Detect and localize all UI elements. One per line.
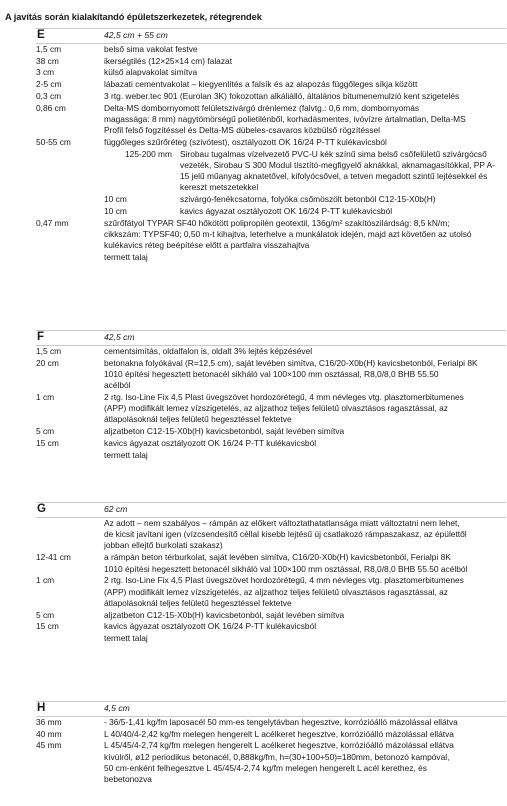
layer-row <box>0 67 507 78</box>
layer-thickness: 40 mm <box>36 728 62 739</box>
description-line: 15 jelű műanyag aknatetővel, kifolyócsővel, a tetven megadott szintű lejtésekkel és <box>180 170 488 181</box>
description-line: ikerségtilés (12×25×14 cm) falazat <box>104 55 233 66</box>
description-line: acélból <box>104 380 131 391</box>
section-total-thickness: 42,5 cm + 55 cm <box>104 30 168 40</box>
description-line: aljzatbeton C12-15-X0b(H) kavicsbetonból, saját levében simítva <box>104 426 345 437</box>
description-line: magassága: 8 mm) nagytömörségű polietilénből, korhadásmentes, ivóvízre ártalmatlan, Delta-MS <box>104 113 466 124</box>
layer-description <box>104 717 458 728</box>
description-line: betonakna folyókával (R=12,5 cm), saját levében simítva, C16/20-X0b(H) kavicsbetonból, Ferialpi 8K <box>104 357 478 368</box>
layer-row <box>0 518 507 552</box>
description-line: termett talaj <box>104 251 148 262</box>
layer-thickness: 3 cm <box>36 67 55 78</box>
layer-description <box>104 633 148 644</box>
layer-thickness: 0,3 cm <box>36 90 62 101</box>
layer-thickness: 1 cm <box>36 392 55 402</box>
layer-row <box>0 438 507 449</box>
section-letter: F <box>37 331 45 343</box>
layer-description <box>104 79 417 90</box>
description-line: (APP) modifikált lemez vízszigetelés, az aljzathoz teljes felületű olvasztásos ragasztással, az <box>104 403 448 414</box>
layer-row <box>0 79 507 90</box>
layer-row <box>0 450 507 461</box>
section-header <box>0 330 507 345</box>
layer-description <box>104 67 197 78</box>
description-line: kulékavics réteg beépítése előtt a partfalra visszahajtva <box>104 239 310 250</box>
description-line: átlapolásoknál teljes felületű hegesztéssel fektetve <box>104 414 292 425</box>
description-line: 50 cm-enként felhegesztve L 45/45/4-2,74 kg/fm melegen hengerelt L acél kerethez, és <box>104 762 427 773</box>
description-line: Profil felső fogzítéssel és Delta-MS dübeles-csavaros közbülső rögzítéssel <box>104 124 381 135</box>
layer-thickness: 36 mm <box>36 717 62 727</box>
layer-description <box>104 729 454 740</box>
description-line: kívülről, ø12 periodikus betonacél, 0,888kg/fm, h=(30+100+50)=180mm, betonozó kampóval, <box>104 751 450 762</box>
layer-description <box>104 426 344 437</box>
description-line: függőleges szűrőréteg (szivótest), osztályozott OK 16/24 P-TT kulékavicsból <box>104 136 387 147</box>
layer-row <box>0 552 507 575</box>
layer-row <box>0 621 507 632</box>
description-line: szűrőfátyol TYPAR SF40 hőkötött polipropilén geotextil, 136g/m² szakítószilárdság: 8,5 kN/m; <box>104 217 450 228</box>
description-line: Sirobau tugalmas vízelvezető PVC-U kék színű sima belső csőfelületű szivárgócső <box>180 148 487 159</box>
section-letter: H <box>37 702 46 714</box>
layer-row <box>0 91 507 102</box>
layer-row <box>0 575 507 609</box>
description-line: cikkszám: TYPSF40; 0,50 m-t kihajtva, leterhelve a munkálatok idején, majd azt követően az utolsó <box>104 228 472 239</box>
layer-thickness: 50-55 cm <box>36 136 71 147</box>
section-letter: G <box>37 503 46 515</box>
layer-description <box>104 610 344 621</box>
layer-description <box>104 44 198 55</box>
layer-description <box>104 358 478 392</box>
layer-row <box>0 717 507 728</box>
description-line: szivárgó-fenékcsatorna, folyóka csőmöszölt betonból C12-15-X0b(H) <box>180 194 436 205</box>
description-line: kavics ágyazat osztályozott OK 16/24 P-TT kulékavicsból <box>180 205 393 216</box>
layer-row <box>0 206 507 217</box>
description-line: L 45/45/4-2,74 kg/fm melegen hengerelt L acélkeret hegesztve, korrózióálló mázolással ellátva <box>104 740 454 751</box>
section-letter: E <box>37 29 45 41</box>
description-line: belső sima vakolat festve <box>104 44 198 54</box>
section-h <box>0 701 507 784</box>
description-line: L 40/40/4-2,42 kg/fm melegen hengerelt L acélkeret hegesztve, korrózióálló mázolással ellátva <box>104 728 454 739</box>
layer-description <box>180 149 495 194</box>
layer-row <box>0 252 507 263</box>
description-line: - 36/5-1,41 kg/fm laposacél 50 mm-es tengelytávban hegesztve, korrózióálló mázolással ellátva <box>104 717 458 727</box>
layer-thickness: 5 cm <box>36 426 55 437</box>
layer-thickness: 2-5 cm <box>36 79 62 90</box>
layer-row <box>0 346 507 357</box>
layer-row <box>0 740 507 785</box>
description-line: külső alapvakolat simítva <box>104 67 198 78</box>
document-title: A javítás során kialakítandó épületszerkezetek, rétegrendek <box>5 12 262 22</box>
layer-row <box>0 426 507 437</box>
layer-description <box>104 392 464 426</box>
layer-description <box>104 218 472 252</box>
description-line: termett talaj <box>104 449 148 460</box>
layer-row <box>0 392 507 426</box>
layer-thickness: 10 cm <box>104 194 127 205</box>
layer-thickness: 1,5 cm <box>36 346 62 356</box>
description-line: cementsimítás, oldalfalon is, oldalt 3% lejtés képzésével <box>104 346 313 356</box>
layer-description <box>104 575 464 609</box>
layer-description <box>104 621 316 632</box>
layer-thickness: 12-41 cm <box>36 552 71 563</box>
section-total-thickness: 62 cm <box>104 504 128 514</box>
section-e <box>0 28 507 262</box>
layer-thickness: 1,5 cm <box>36 44 62 54</box>
description-line: átlapolásoknál teljes felületű hegesztéssel fektetve <box>104 597 292 608</box>
layer-description <box>104 450 148 461</box>
layer-thickness: 15 cm <box>36 621 59 632</box>
layer-description <box>180 194 436 205</box>
layer-thickness: 38 cm <box>36 55 59 66</box>
description-line: 2 rtg. Iso-Line Fix 4,5 Plast üvegszövet hordozórétegű, 4 mm névleges vtg. plasztomerbitumenes <box>104 575 464 586</box>
layer-description <box>104 103 466 137</box>
section-header <box>0 28 507 43</box>
layer-thickness: 5 cm <box>36 609 55 620</box>
layer-row <box>0 358 507 392</box>
description-line: vezeték, Sirobau S 300 Modul tisztító-megfigyelő aknákkal, aknamagasítókkal, PP A- <box>180 159 496 170</box>
layer-description <box>104 518 467 552</box>
layer-thickness: 45 mm <box>36 740 62 751</box>
description-line: jobban ellejtő burkolati szakasz) <box>104 540 223 551</box>
description-line: 2 rtg. Iso-Line Fix 4,5 Plast üvegszövet hordozórétegű, 4 mm névleges vtg. plasztomerbitumenes <box>104 392 464 402</box>
layer-thickness: 1 cm <box>36 575 55 586</box>
layer-thickness: 125-200 mm <box>125 148 173 159</box>
layer-description <box>104 552 467 574</box>
layer-row <box>0 137 507 148</box>
description-line: termett talaj <box>104 633 148 643</box>
section-total-thickness: 42,5 cm <box>104 332 135 342</box>
layer-row <box>0 633 507 644</box>
description-line: kavics ágyazat osztályozott OK 16/24 P-TT kulékavicsból <box>104 621 317 632</box>
description-line: lábazati cementvakolat – kiegyenlítés a falsík és az alapozás függőleges síkja között <box>104 79 418 90</box>
section-g <box>0 502 507 643</box>
description-line: a rámpán beton térburkolat, saját levében simítva, C16/20-X0b(H) kavicsbetonból, Ferialpi 8K <box>104 552 451 563</box>
layer-description <box>180 206 392 217</box>
section-f <box>0 330 507 460</box>
section-total-thickness: 4,5 cm <box>104 703 130 713</box>
layer-row <box>0 610 507 621</box>
layer-description <box>104 740 454 785</box>
description-line: 1010 építési hegesztett betonacél sikháló val 100×100 mm osztással, R8,0/8,0 BHB 55.50 <box>104 368 439 379</box>
description-line: kavics ágyazat osztályozott OK 16/24 P-TT kulékavicsból <box>104 438 317 448</box>
layer-row <box>0 44 507 55</box>
layer-row <box>0 149 507 194</box>
description-line: aljzatbeton C12-15-X0b(H) kavicsbetonból, saját levében simítva <box>104 609 345 620</box>
description-line: kereszt metszetekkel <box>180 182 259 193</box>
description-line: de kicsit javítani igen (vízcsendesítő céllal kisebb lejtésű új csatlakozó rámpaszakasz, az épülettől <box>104 529 467 540</box>
layer-thickness: 10 cm <box>104 205 127 216</box>
layer-description <box>104 137 387 148</box>
layer-description <box>104 346 312 357</box>
layer-row <box>0 729 507 740</box>
section-header <box>0 502 507 517</box>
description-line: bebetonozva <box>104 774 152 784</box>
layer-row <box>0 194 507 205</box>
description-line: Az adott – nem szabályos – rámpán az előkert változtathatatlansága miatt változtatni nem lehet, <box>104 518 460 528</box>
layer-description <box>104 252 148 263</box>
layer-thickness: 0,47 mm <box>36 217 69 228</box>
layer-description <box>104 56 232 67</box>
layer-description <box>104 438 316 449</box>
layer-row <box>0 218 507 252</box>
description-line: (APP) modifikált lemez vízszigetelés, az aljzathoz teljes felületű olvasztásos ragasztással, az <box>104 586 448 597</box>
description-line: 1010 építési hegesztett betonacél sikháló val 100×100 mm osztással, R8,0/8,0 BHB 55.50 acélból <box>104 563 468 574</box>
layer-row <box>0 103 507 137</box>
layer-row <box>0 56 507 67</box>
layer-thickness: 0,86 cm <box>36 102 66 113</box>
layer-thickness: 15 cm <box>36 438 59 448</box>
layer-thickness: 20 cm <box>36 357 59 368</box>
description-line: Delta-MS dombornyomott felületszivárgó drénlemez (falvtg.: 0,6 mm, dombornyomás <box>104 102 420 113</box>
description-line: 3 rtg. weber.tec 901 (Eurolan 3K) fokozottan alkáliálló, általános bitumenemulzió kent szigetelés <box>104 90 460 101</box>
layer-description <box>104 91 459 102</box>
section-header <box>0 701 507 716</box>
